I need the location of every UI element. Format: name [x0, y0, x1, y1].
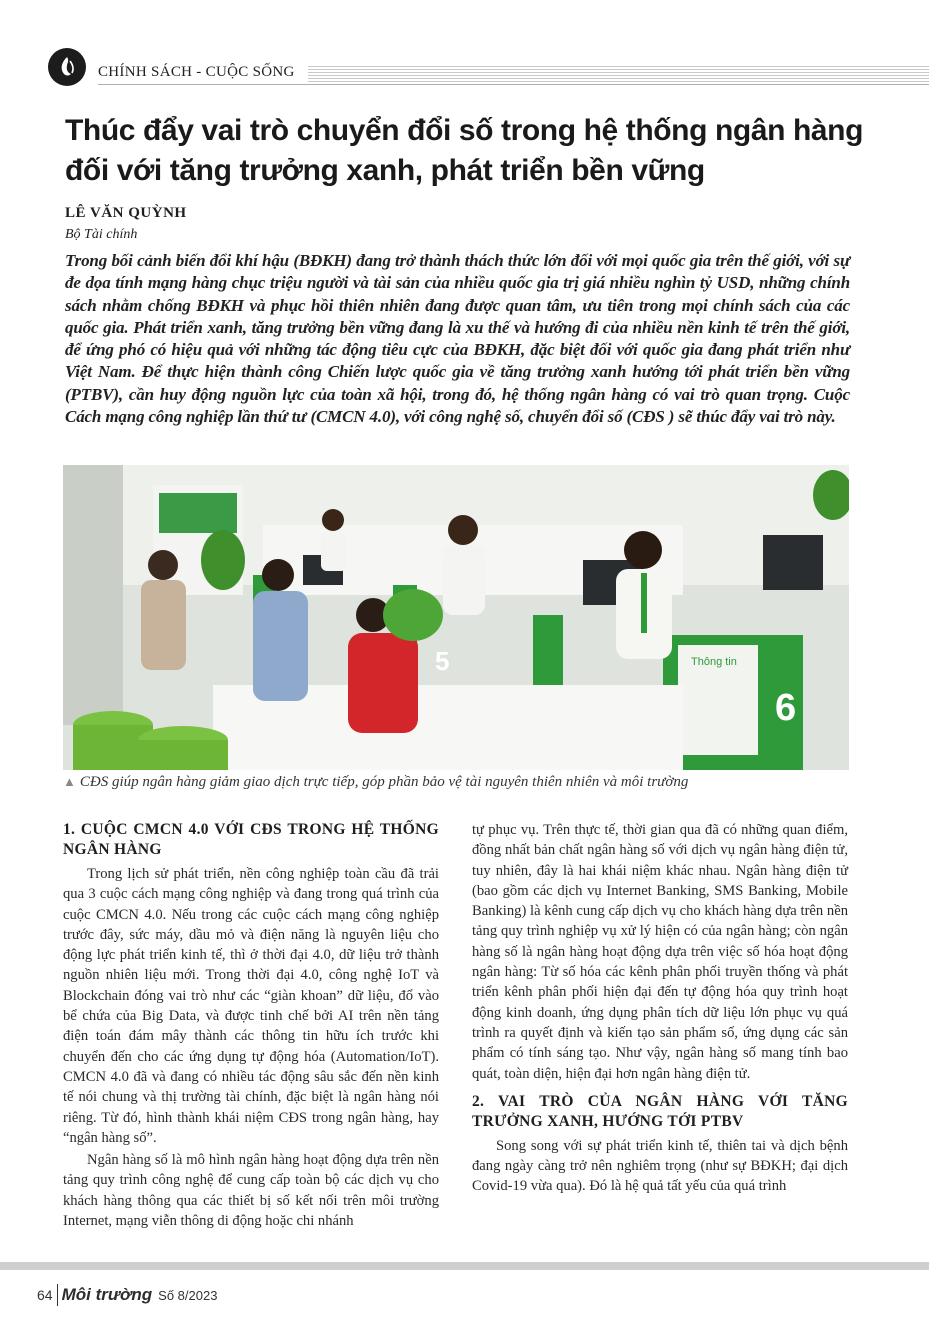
section-1-paragraph-1: Trong lịch sử phát triển, nền công nghiệp toàn cầu đã trải qua 3 cuộc cách mạng công nghiệp và đang trong quá trình của cuộc CMCN 4.0. Nếu trong các cuộc cách mạng công nghiệp trước đây, sức máy, dầu mỏ và điện năng là nguyên liệu cho động lực phát triển kinh tế, thì ở thời đại 4.0, dữ liệu trở thành nguồn nhiên liệu mới. Trong thời đại 4.0, công nghệ IoT và Blockchain đóng vai trò như các “giàn khoan” dữ liệu, đổ vào bể chứa của Big Data, và được tinh chế bởi AI trên nền tảng điện toán đám mây thành các thông tin hữu ích trước khi chuyển đến cho các ứng dụng tự động hóa (Automation/IoT). CMCN 4.0 đã và đang có nhiều tác động sâu sắc đến nền kinh tế nói chung và thị trường tài chính, đặc biệt là ngân hàng nói riêng. Từ đó, hình thành khái niệm CĐS trong ngân hàng, hay “ngân hàng số”.: [63, 866, 439, 1146]
caption-triangle-icon: ▲: [63, 774, 76, 789]
footer-separator: [57, 1284, 58, 1306]
leaf-drop-icon: [48, 48, 86, 86]
section-2-heading: 2. VAI TRÒ CỦA NGÂN HÀNG VỚI TĂNG TRƯỞNG XANH, HƯỚNG TỚI PTBV: [472, 1092, 848, 1130]
footer-bar: [0, 1262, 929, 1270]
lead-paragraph: Trong bối cảnh biến đổi khí hậu (BĐKH) đang trở thành thách thức lớn đối với mọi quốc gia trên thế giới, với sự đe dọa tính mạng hàng chục triệu người và tài sản của nhiều quốc gia trị giá nhiều nghìn tỷ USD, những chính sách nhằm chống BĐKH và phục hồi thiên nhiên đang được quan tâm, ưu tiên trong mọi chính sách của các quốc gia. Phát triển xanh, tăng trưởng bền vững đang là xu thế và hướng đi của nhiều nền kinh tế trên thế giới, để ứng phó có hiệu quả với những tác động tiêu cực của BĐKH, đặc biệt đối với quốc gia đang phát triển như Việt Nam. Để thực hiện thành công Chiến lược quốc gia về tăng trưởng xanh hướng tới phát triển bền vững (PTBV), cần huy động nguồn lực của toàn xã hội, trong đó, hệ thống ngân hàng có vai trò quan trọng. Cuộc Cách mạng công nghiệp lần thứ tư (CMCN 4.0), với công nghệ số, chuyển đổi số (CĐS ) sẽ thúc đẩy vai trò này.: [65, 251, 850, 427]
section-label: CHÍNH SÁCH - CUỘC SỐNG: [98, 64, 295, 80]
title-line-1: Thúc đẩy vai trò chuyển đổi số trong hệ thống ngân hàng: [65, 114, 864, 147]
section-1-heading: 1. CUỘC CMCN 4.0 VỚI CĐS TRONG HỆ THỐNG NGÂN HÀNG: [63, 821, 439, 858]
author-affiliation: Bộ Tài chính: [65, 227, 138, 242]
section-1-paragraph-2-continued: tự phục vụ. Trên thực tế, thời gian qua đã có những quan điểm, đồng nhất bản chất ngân hàng số với dịch vụ ngân hàng điện tử, tuy nhiên, đây là hai khái niệm khác nhau. Ngân hàng điện tử (bao gồm các dịch vụ Internet Banking, SMS Banking, Mobile Banking) là kênh cung cấp dịch vụ cho khách hàng dựa trên nền tảng quy trình nghiệp vụ xử lý hiện có của ngân hàng; còn ngân hàng số là ngân hàng hoạt động dựa trên việc số hóa hoạt động ngân hàng: Từ số hóa các kênh phân phối truyền thống và phát triển kênh phân phối hiện đại đến tự động hóa quy trình hoạt động kinh doanh, ứng dụng phân tích dữ liệu lớn phục vụ quá trình ra quyết định và kiến tạo sản phẩm số, ứng dụng các sản phẩm có tính sáng tạo. Như vậy, ngân hàng số mang tính bao quát, toàn diện, hiện đại hơn ngân hàng điện tử.: [472, 822, 848, 1082]
title-line-2: đối với tăng trưởng xanh, phát triển bền vững: [65, 154, 705, 187]
author-name: LÊ VĂN QUỲNH: [65, 205, 187, 221]
counter-number-5: 5: [435, 646, 450, 676]
section-rule-pattern: [308, 66, 929, 82]
photo-caption: [63, 774, 688, 791]
issue-number: Số 8/2023: [158, 1287, 218, 1303]
section-header: [48, 48, 929, 88]
page-number: 64: [37, 1287, 53, 1303]
page-footer: [37, 1283, 217, 1307]
section-divider: [98, 84, 929, 85]
magazine-name: Môi trường: [61, 1285, 153, 1304]
section-1-paragraph-2: Ngân hàng số là mô hình ngân hàng hoạt động dựa trên nền tảng quy trình công nghệ để cung cấp toàn bộ các dịch vụ cho khách hàng thông qua các thiết bị số kết nối trên môi trường Internet, mạng viễn thông di động hoặc chi nhánh: [63, 1152, 439, 1230]
article-title: [65, 111, 865, 191]
info-sign-text: Thông tin: [691, 656, 737, 668]
column-left: [63, 820, 439, 1233]
counter-number-6: 6: [775, 687, 797, 729]
caption-text: CĐS giúp ngân hàng giảm giao dịch trực tiếp, góp phần bảo vệ tài nguyên thiên nhiên và môi trường: [79, 774, 689, 790]
bank-office-photo: [63, 465, 849, 770]
section-2-paragraph-1: Song song với sự phát triển kinh tế, thiên tai và dịch bệnh đang ngày càng trở nên nghiêm trọng (như sự BĐKH; đại dịch Covid-19 vừa qua). Đó là hệ quả tất yếu của quá trình: [472, 1137, 848, 1195]
column-right: [472, 820, 848, 1199]
